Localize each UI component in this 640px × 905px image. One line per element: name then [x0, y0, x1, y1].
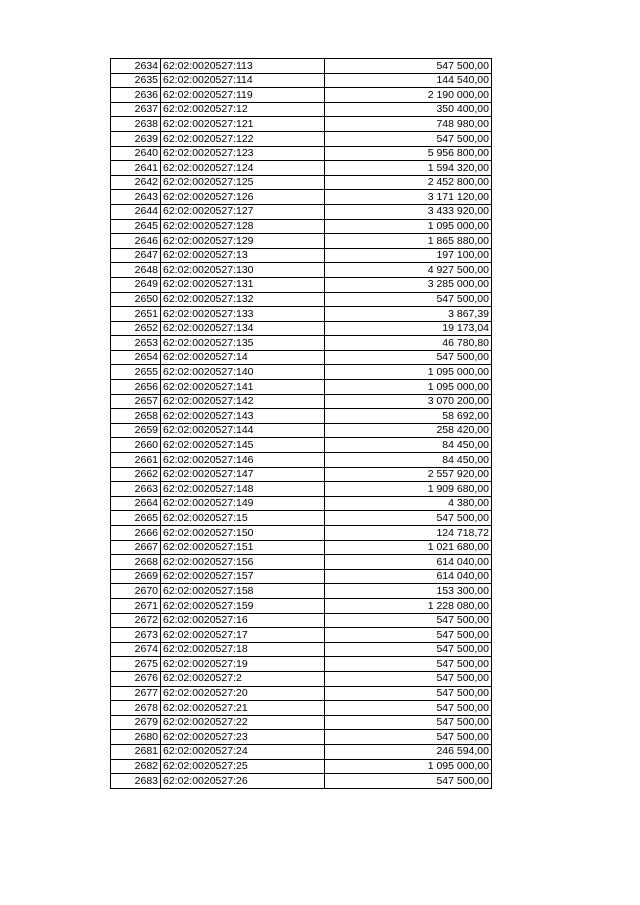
- row-number-cell: 2671: [111, 598, 161, 613]
- value-cell: 3 285 000,00: [325, 277, 492, 292]
- row-number-cell: 2639: [111, 131, 161, 146]
- row-number-cell: 2647: [111, 248, 161, 263]
- value-cell: 1 594 320,00: [325, 161, 492, 176]
- cadastral-number-cell: 62:02:0020527:135: [161, 336, 325, 351]
- value-cell: 153 300,00: [325, 584, 492, 599]
- row-number-cell: 2672: [111, 613, 161, 628]
- row-number-cell: 2640: [111, 146, 161, 161]
- cadastral-number-cell: 62:02:0020527:141: [161, 380, 325, 395]
- cadastral-number-cell: 62:02:0020527:157: [161, 569, 325, 584]
- row-number-cell: 2641: [111, 161, 161, 176]
- table-row: [111, 715, 492, 730]
- row-number-cell: 2654: [111, 350, 161, 365]
- cadastral-number-cell: 62:02:0020527:125: [161, 175, 325, 190]
- cadastral-number-cell: 62:02:0020527:130: [161, 263, 325, 278]
- cadastral-number-cell: 62:02:0020527:26: [161, 774, 325, 789]
- table-row: [111, 467, 492, 482]
- value-cell: 748 980,00: [325, 117, 492, 132]
- row-number-cell: 2683: [111, 774, 161, 789]
- table-row: [111, 438, 492, 453]
- row-number-cell: 2676: [111, 671, 161, 686]
- value-cell: 547 500,00: [325, 511, 492, 526]
- row-number-cell: 2677: [111, 686, 161, 701]
- table-row: [111, 336, 492, 351]
- table-row: [111, 307, 492, 322]
- cadastral-number-cell: 62:02:0020527:142: [161, 394, 325, 409]
- table-row: [111, 511, 492, 526]
- value-cell: 547 500,00: [325, 131, 492, 146]
- row-number-cell: 2658: [111, 409, 161, 424]
- value-cell: 547 500,00: [325, 657, 492, 672]
- cadastral-number-cell: 62:02:0020527:148: [161, 482, 325, 497]
- row-number-cell: 2675: [111, 657, 161, 672]
- cadastral-number-cell: 62:02:0020527:131: [161, 277, 325, 292]
- row-number-cell: 2649: [111, 277, 161, 292]
- table-body: [111, 59, 492, 789]
- row-number-cell: 2674: [111, 642, 161, 657]
- value-cell: 3 433 920,00: [325, 204, 492, 219]
- cadastral-number-cell: 62:02:0020527:16: [161, 613, 325, 628]
- table-row: [111, 409, 492, 424]
- value-cell: 547 500,00: [325, 350, 492, 365]
- row-number-cell: 2664: [111, 496, 161, 511]
- cadastral-number-cell: 62:02:0020527:124: [161, 161, 325, 176]
- value-cell: 1 095 000,00: [325, 759, 492, 774]
- cadastral-number-cell: 62:02:0020527:133: [161, 307, 325, 322]
- cadastral-number-cell: 62:02:0020527:129: [161, 234, 325, 249]
- table-row: [111, 642, 492, 657]
- cadastral-number-cell: 62:02:0020527:12: [161, 102, 325, 117]
- cadastral-number-cell: 62:02:0020527:123: [161, 146, 325, 161]
- cadastral-number-cell: 62:02:0020527:147: [161, 467, 325, 482]
- value-cell: 1 909 680,00: [325, 482, 492, 497]
- row-number-cell: 2668: [111, 555, 161, 570]
- table-row: [111, 117, 492, 132]
- table-row: [111, 701, 492, 716]
- table-row: [111, 394, 492, 409]
- value-cell: 84 450,00: [325, 453, 492, 468]
- cadastral-number-cell: 62:02:0020527:156: [161, 555, 325, 570]
- value-cell: 547 500,00: [325, 715, 492, 730]
- cadastral-number-cell: 62:02:0020527:128: [161, 219, 325, 234]
- row-number-cell: 2682: [111, 759, 161, 774]
- data-table: [110, 58, 492, 789]
- value-cell: 246 594,00: [325, 744, 492, 759]
- row-number-cell: 2680: [111, 730, 161, 745]
- value-cell: 2 190 000,00: [325, 88, 492, 103]
- value-cell: 84 450,00: [325, 438, 492, 453]
- cadastral-number-cell: 62:02:0020527:24: [161, 744, 325, 759]
- row-number-cell: 2651: [111, 307, 161, 322]
- value-cell: 1 095 000,00: [325, 219, 492, 234]
- value-cell: 547 500,00: [325, 686, 492, 701]
- row-number-cell: 2663: [111, 482, 161, 497]
- table-row: [111, 744, 492, 759]
- table-row: [111, 613, 492, 628]
- cadastral-number-cell: 62:02:0020527:122: [161, 131, 325, 146]
- value-cell: 124 718,72: [325, 526, 492, 541]
- value-cell: 1 021 680,00: [325, 540, 492, 555]
- table-row: [111, 175, 492, 190]
- value-cell: 4 380,00: [325, 496, 492, 511]
- table-row: [111, 73, 492, 88]
- value-cell: 3 171 120,00: [325, 190, 492, 205]
- table-row: [111, 380, 492, 395]
- value-cell: 547 500,00: [325, 730, 492, 745]
- value-cell: 547 500,00: [325, 59, 492, 74]
- table-row: [111, 423, 492, 438]
- value-cell: 1 095 000,00: [325, 380, 492, 395]
- value-cell: 547 500,00: [325, 701, 492, 716]
- row-number-cell: 2657: [111, 394, 161, 409]
- table-row: [111, 365, 492, 380]
- value-cell: 5 956 800,00: [325, 146, 492, 161]
- value-cell: 1 095 000,00: [325, 365, 492, 380]
- cadastral-number-cell: 62:02:0020527:2: [161, 671, 325, 686]
- table-row: [111, 686, 492, 701]
- value-cell: 614 040,00: [325, 555, 492, 570]
- table-row: [111, 350, 492, 365]
- table-row: [111, 161, 492, 176]
- row-number-cell: 2638: [111, 117, 161, 132]
- row-number-cell: 2643: [111, 190, 161, 205]
- value-cell: 197 100,00: [325, 248, 492, 263]
- cadastral-number-cell: 62:02:0020527:146: [161, 453, 325, 468]
- table-row: [111, 88, 492, 103]
- row-number-cell: 2681: [111, 744, 161, 759]
- table-row: [111, 774, 492, 789]
- row-number-cell: 2644: [111, 204, 161, 219]
- value-cell: 58 692,00: [325, 409, 492, 424]
- table-row: [111, 730, 492, 745]
- cadastral-number-cell: 62:02:0020527:14: [161, 350, 325, 365]
- row-number-cell: 2667: [111, 540, 161, 555]
- table-row: [111, 263, 492, 278]
- table-row: [111, 248, 492, 263]
- row-number-cell: 2636: [111, 88, 161, 103]
- table-row: [111, 453, 492, 468]
- table-row: [111, 671, 492, 686]
- row-number-cell: 2665: [111, 511, 161, 526]
- cadastral-number-cell: 62:02:0020527:149: [161, 496, 325, 511]
- row-number-cell: 2678: [111, 701, 161, 716]
- table-row: [111, 569, 492, 584]
- value-cell: 258 420,00: [325, 423, 492, 438]
- cadastral-number-cell: 62:02:0020527:21: [161, 701, 325, 716]
- table-row: [111, 219, 492, 234]
- table-row: [111, 59, 492, 74]
- table-row: [111, 526, 492, 541]
- table-row: [111, 234, 492, 249]
- row-number-cell: 2646: [111, 234, 161, 249]
- cadastral-number-cell: 62:02:0020527:134: [161, 321, 325, 336]
- table-row: [111, 190, 492, 205]
- row-number-cell: 2662: [111, 467, 161, 482]
- row-number-cell: 2634: [111, 59, 161, 74]
- cadastral-number-cell: 62:02:0020527:126: [161, 190, 325, 205]
- table-row: [111, 496, 492, 511]
- row-number-cell: 2679: [111, 715, 161, 730]
- cadastral-number-cell: 62:02:0020527:20: [161, 686, 325, 701]
- value-cell: 2 557 920,00: [325, 467, 492, 482]
- row-number-cell: 2666: [111, 526, 161, 541]
- row-number-cell: 2655: [111, 365, 161, 380]
- row-number-cell: 2645: [111, 219, 161, 234]
- table-row: [111, 204, 492, 219]
- cadastral-number-cell: 62:02:0020527:18: [161, 642, 325, 657]
- value-cell: 3 867,39: [325, 307, 492, 322]
- cadastral-number-cell: 62:02:0020527:140: [161, 365, 325, 380]
- cadastral-number-cell: 62:02:0020527:113: [161, 59, 325, 74]
- cadastral-number-cell: 62:02:0020527:159: [161, 598, 325, 613]
- value-cell: 350 400,00: [325, 102, 492, 117]
- cadastral-number-cell: 62:02:0020527:132: [161, 292, 325, 307]
- table-row: [111, 540, 492, 555]
- cadastral-number-cell: 62:02:0020527:144: [161, 423, 325, 438]
- value-cell: 547 500,00: [325, 642, 492, 657]
- row-number-cell: 2637: [111, 102, 161, 117]
- row-number-cell: 2653: [111, 336, 161, 351]
- cadastral-number-cell: 62:02:0020527:121: [161, 117, 325, 132]
- row-number-cell: 2642: [111, 175, 161, 190]
- cadastral-number-cell: 62:02:0020527:19: [161, 657, 325, 672]
- table-row: [111, 759, 492, 774]
- cadastral-number-cell: 62:02:0020527:151: [161, 540, 325, 555]
- row-number-cell: 2660: [111, 438, 161, 453]
- cadastral-number-cell: 62:02:0020527:143: [161, 409, 325, 424]
- cadastral-number-cell: 62:02:0020527:150: [161, 526, 325, 541]
- value-cell: 144 540,00: [325, 73, 492, 88]
- row-number-cell: 2656: [111, 380, 161, 395]
- cadastral-number-cell: 62:02:0020527:13: [161, 248, 325, 263]
- table-row: [111, 657, 492, 672]
- table-row: [111, 555, 492, 570]
- table-row: [111, 321, 492, 336]
- value-cell: 547 500,00: [325, 774, 492, 789]
- row-number-cell: 2659: [111, 423, 161, 438]
- row-number-cell: 2670: [111, 584, 161, 599]
- value-cell: 547 500,00: [325, 292, 492, 307]
- row-number-cell: 2652: [111, 321, 161, 336]
- cadastral-number-cell: 62:02:0020527:22: [161, 715, 325, 730]
- cadastral-number-cell: 62:02:0020527:25: [161, 759, 325, 774]
- row-number-cell: 2648: [111, 263, 161, 278]
- value-cell: 614 040,00: [325, 569, 492, 584]
- cadastral-number-cell: 62:02:0020527:119: [161, 88, 325, 103]
- value-cell: 1 865 880,00: [325, 234, 492, 249]
- value-cell: 547 500,00: [325, 671, 492, 686]
- table-row: [111, 598, 492, 613]
- cadastral-number-cell: 62:02:0020527:23: [161, 730, 325, 745]
- table-row: [111, 482, 492, 497]
- table-row: [111, 292, 492, 307]
- table-row: [111, 131, 492, 146]
- table-row: [111, 584, 492, 599]
- row-number-cell: 2669: [111, 569, 161, 584]
- value-cell: 2 452 800,00: [325, 175, 492, 190]
- cadastral-number-cell: 62:02:0020527:127: [161, 204, 325, 219]
- row-number-cell: 2661: [111, 453, 161, 468]
- row-number-cell: 2635: [111, 73, 161, 88]
- value-cell: 19 173,04: [325, 321, 492, 336]
- table-row: [111, 277, 492, 292]
- cadastral-number-cell: 62:02:0020527:158: [161, 584, 325, 599]
- value-cell: 547 500,00: [325, 628, 492, 643]
- table-row: [111, 102, 492, 117]
- cadastral-number-cell: 62:02:0020527:145: [161, 438, 325, 453]
- table-row: [111, 146, 492, 161]
- value-cell: 1 228 080,00: [325, 598, 492, 613]
- table-row: [111, 628, 492, 643]
- row-number-cell: 2673: [111, 628, 161, 643]
- cadastral-number-cell: 62:02:0020527:17: [161, 628, 325, 643]
- row-number-cell: 2650: [111, 292, 161, 307]
- value-cell: 4 927 500,00: [325, 263, 492, 278]
- cadastral-number-cell: 62:02:0020527:15: [161, 511, 325, 526]
- value-cell: 46 780,80: [325, 336, 492, 351]
- value-cell: 547 500,00: [325, 613, 492, 628]
- value-cell: 3 070 200,00: [325, 394, 492, 409]
- cadastral-number-cell: 62:02:0020527:114: [161, 73, 325, 88]
